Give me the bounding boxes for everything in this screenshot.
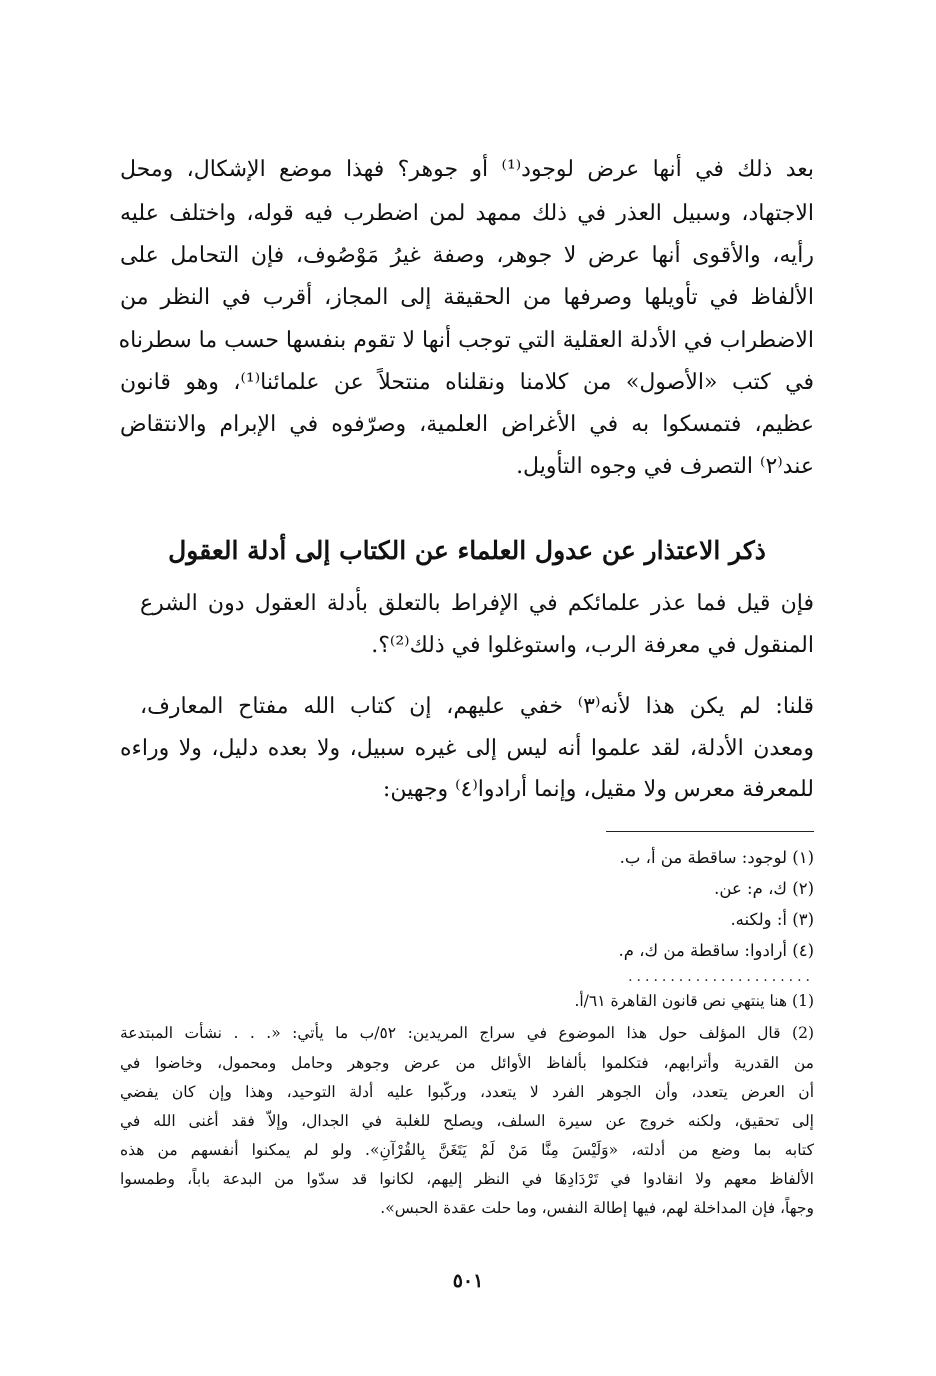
paragraph-line: فإن قيل فما عذر علمائكم في الإفراط بالتعلق بأدلة العقول دون الشرع bbox=[140, 591, 814, 616]
editor-note: أن العرض يتعدد، وأن الجوهر الفرد لا يتعدد، وركّبوا عليه أدلة التوحيد، وهذا وإن كان يفضي bbox=[120, 1083, 814, 1101]
paragraph-line: للمعرفة معرس ولا مقيل، وإنما أرادوا⁽٤⁾ وجهين: bbox=[382, 777, 814, 802]
footnote-rule bbox=[606, 831, 814, 832]
paragraph-line: قلنا: لم يكن هذا لأنه⁽٣⁾ خفي عليهم، إن كتاب الله مفتاح المعارف، bbox=[140, 694, 814, 719]
body-line: بعد ذلك في أنها عرض لوجود⁽¹⁾ أو جوهر؟ فهذا موضع الإشكال، ومحل bbox=[120, 157, 814, 182]
editor-note: إلى تحقيق، ولكنه خروج عن سيرة السلف، ويصلح للغلبة في الجدال، وإلاّ فقد أغنى الله في bbox=[120, 1112, 814, 1130]
section-heading: ذكر الاعتذار عن عدول العلماء عن الكتاب إلى أدلة العقول bbox=[168, 536, 766, 565]
body-line: الألفاظ في تأويلها وصرفها من الحقيقة إلى المجاز، أقرب في النظر من bbox=[120, 285, 814, 310]
footnote: (٢) ك، م: عن. bbox=[714, 879, 814, 898]
editor-note: من القدرية وأترابهم، فتكلموا بألفاظ الأوائل من عرض وجوهر وحامل ومحمول، وخاضوا في bbox=[120, 1054, 814, 1072]
body-line: الاجتهاد، وسبيل العذر في ذلك ممهد لمن اضطرب فيه قوله، واختلف عليه bbox=[120, 201, 814, 226]
editor-note: (1) هنا ينتهي نص قانون القاهرة ٦١/أ. bbox=[574, 992, 814, 1010]
footnote: (٣) أ: ولكنه. bbox=[730, 910, 814, 929]
page-number: ٥٠١ bbox=[452, 1270, 484, 1292]
body-line: الاضطراب في الأدلة العقلية التي توجب أنها لا تقوم بنفسها حسب ما سطرناه bbox=[118, 328, 814, 353]
body-line: عظيم، فتمسكوا به في الأغراض العلمية، وصرّفوه في الإبرام والانتقاض bbox=[120, 412, 814, 437]
paragraph-line: المنقول في معرفة الرب، واستوغلوا في ذلك⁽²⁾؟. bbox=[371, 633, 814, 658]
body-line: عند⁽٢⁾ التصرف في وجوه التأويل. bbox=[516, 454, 814, 479]
editor-note: وجهاً، فإن المداخلة لهم، فيها إطالة النفس، وما حلت عقدة الحبس». bbox=[380, 1199, 814, 1217]
body-line: في كتب «الأصول» من كلامنا ونقلناه منتحلاً عن علمائنا⁽¹⁾، وهو قانون bbox=[120, 370, 814, 395]
body-line: رأيه، والأقوى أنها عرض لا جوهر، وصفة غيرُ مَوْصُوف، فإن التحامل على bbox=[120, 243, 814, 268]
dotted-separator: ...................... bbox=[628, 970, 814, 984]
paragraph-line: ومعدن الأدلة، لقد علموا أنه ليس إلى غيره سبيل، ولا بعده دليل، ولا وراءه bbox=[120, 736, 814, 761]
footnote: (١) لوجود: ساقطة من أ، ب. bbox=[619, 848, 814, 867]
footnote: (٤) أرادوا: ساقطة من ك، م. bbox=[618, 941, 814, 960]
editor-note: (2) قال المؤلف حول هذا الموضوع في سراج المريدين: ٥٢/ب ما يأتي: «. . . نشأت المبتدعة bbox=[120, 1024, 814, 1042]
editor-note: الألفاظ معهم ولا انقادوا في تَرْدَادِهَا في النظر إليهم، لكانوا قد سدّوا من البدعة باباً، وطمسوا bbox=[120, 1170, 814, 1188]
editor-note: كتابه بما وضع من أدلته، «وَلَيْسَ مِنَّا مَنْ لَمْ يَتَغَنَّ بِالقُرْآنِ». ولو لم يمكنوا أنفسهم من هذه bbox=[120, 1141, 814, 1159]
